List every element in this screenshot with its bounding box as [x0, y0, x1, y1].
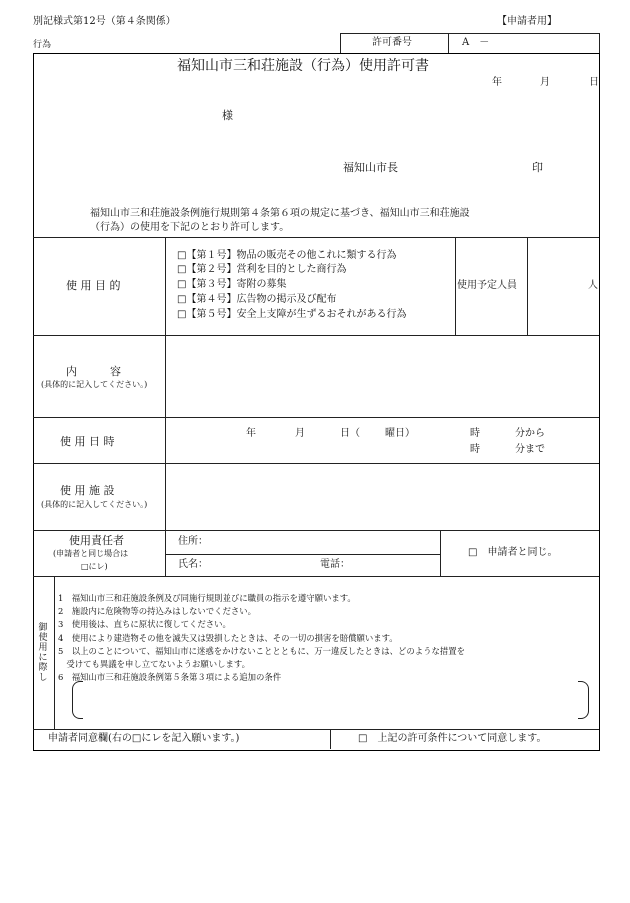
- content-note: (具体的に記入してください。): [41, 380, 148, 389]
- purpose-label: 使 用 目 的: [66, 279, 121, 292]
- datetime-month: 月: [295, 428, 305, 439]
- issuer-name: 福知山市長: [343, 161, 398, 174]
- purpose-option-4[interactable]: □【第４号】広告物の掲示及び配布: [177, 294, 337, 305]
- purpose-option-5[interactable]: □【第５号】安全上支障が生ずるおそれがある行為: [177, 309, 407, 320]
- facility-input[interactable]: [166, 464, 598, 529]
- consent-label: 申請者同意欄(右の□にレを記入願います。): [48, 733, 240, 744]
- purpose-option-2[interactable]: □【第２号】営利を目的とした商行為: [177, 264, 347, 275]
- date-month: 月: [540, 77, 550, 88]
- responsible-address-label[interactable]: 住所：: [178, 536, 208, 547]
- facility-label: 使 用 施 設: [60, 484, 115, 497]
- expected-users-unit: 人: [588, 280, 598, 291]
- consent-checkbox[interactable]: □ 上記の許可条件について同意します。: [358, 733, 547, 744]
- conditions-side-label: 御 使 用 に 際 し: [38, 623, 48, 683]
- date-day: 日: [589, 77, 599, 88]
- datetime-hour-end: 時: [470, 444, 480, 455]
- bracket-right: [578, 681, 589, 719]
- purpose-option-1[interactable]: □【第１号】物品の販売その他これに類する行為: [177, 250, 397, 261]
- bracket-left: [72, 681, 83, 719]
- condition-item: 2 施設内に危険物等の持込みはしないでください。: [58, 606, 256, 617]
- condition-item: 受けても異議を申し立てないようお願いします。: [58, 659, 250, 670]
- content-label: 内 容: [66, 365, 121, 378]
- datetime-until: 分まで: [515, 444, 545, 455]
- condition-item: 1 福知山市三和荘施設条例及び同施行規則並びに職員の指示を遵守願います。: [58, 593, 356, 603]
- datetime-from: 分から: [515, 428, 545, 439]
- seal-mark: 印: [532, 161, 543, 174]
- statement-line-1: 福知山市三和荘施設条例施行規則第４条第６項の規定に基づき、福知山市三和荘施設: [90, 208, 470, 219]
- condition-item: 4 使用により建造物その他を滅失又は毀損したときは、その一切の損害を賠償願います。: [58, 632, 398, 643]
- datetime-day: 日（: [340, 428, 360, 439]
- condition-item: 5 以上のことについて、福知山市に迷惑をかけないこととともに、万一違反したときは、どのような措置を: [58, 645, 465, 656]
- datetime-year: 年: [246, 428, 256, 439]
- responsible-note-2: □にレ): [81, 562, 108, 571]
- purpose-option-3[interactable]: □【第３号】寄附の募集: [177, 279, 287, 290]
- expected-users-label: 使用予定人員: [457, 280, 517, 291]
- responsible-note-1: (申請者と同じ場合は: [53, 549, 129, 558]
- condition-item: 6 福知山市三和荘施設条例第５条第３項による追加の条件: [58, 672, 282, 683]
- additional-conditions-input[interactable]: [86, 683, 574, 715]
- responsible-name-label[interactable]: 氏名：: [178, 559, 208, 570]
- datetime-label: 使 用 日 時: [60, 435, 115, 448]
- datetime-hour-start: 時: [470, 428, 480, 439]
- form-type-label: 【申請者用】: [497, 16, 557, 27]
- date-year: 年: [492, 77, 502, 88]
- responsible-label: 使用責任者: [69, 534, 124, 547]
- permit-number-label: 許可番号: [372, 37, 412, 48]
- responsible-phone-label[interactable]: 電話：: [320, 559, 350, 570]
- form-number: 別記様式第12号（第４条関係）: [33, 16, 176, 27]
- facility-note: (具体的に記入してください。): [41, 500, 148, 509]
- statement-line-2: （行為）の使用を下記のとおり許可します。: [90, 222, 290, 233]
- datetime-weekday: 曜日）: [385, 428, 415, 439]
- content-input[interactable]: [166, 336, 598, 416]
- addressee-suffix: 様: [222, 109, 233, 122]
- page-title: 福知山市三和荘施設（行為）使用許可書: [177, 58, 429, 74]
- condition-item: 3 使用後は、直ちに原状に復してください。: [58, 619, 231, 630]
- permit-number-value[interactable]: A －: [462, 37, 490, 48]
- same-as-applicant-checkbox[interactable]: □ 申請者と同じ。: [468, 547, 558, 558]
- conditions-list: [58, 592, 465, 684]
- category-label: 行為: [33, 40, 52, 50]
